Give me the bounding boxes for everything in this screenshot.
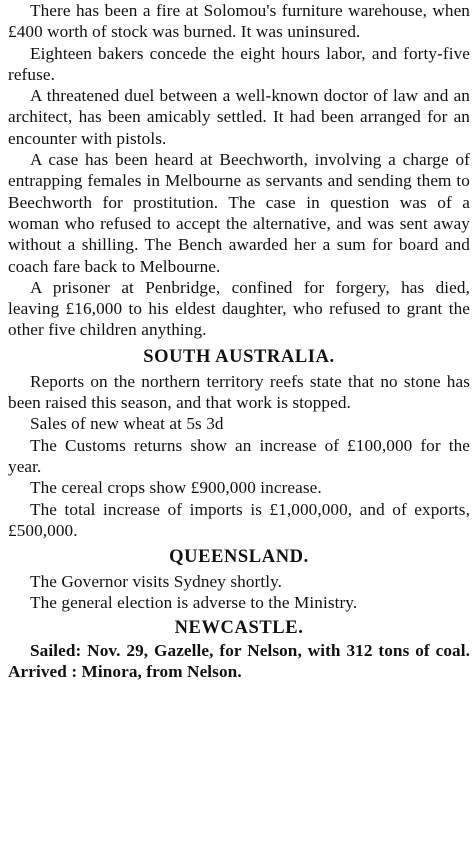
paragraph-reefs: Reports on the northern territory reefs state that no stone has been raised this season, and that work is stopped. <box>8 371 470 413</box>
heading-newcastle: NEWCASTLE. <box>174 617 304 638</box>
paragraph-duel: A threatened duel between a well-known doctor of law and an architect, has been amicably settled. It had been arranged for an encounter with pistols. <box>8 86 470 148</box>
heading-queensland: QUEENSLAND. <box>169 547 309 568</box>
paragraph-election: The general election is adverse to the Ministry. <box>30 593 358 613</box>
paragraph-prisoner: A prisoner at Penbridge, confined for forgery, has died, leaving £16,000 to his eldest daughter, who refused to grant the other five children anything. <box>8 277 470 340</box>
paragraph-bakers: Eighteen bakers concede the eight hours labor, and forty-five refuse. <box>8 43 470 84</box>
paragraph-shipping: Sailed: Nov. 29, Gazelle, for Nelson, with 312 tons of coal. Arrived : Minora, from Nelson. <box>8 640 470 682</box>
paragraph-customs: The Customs returns show an increase of £100,000 for the year. <box>8 435 470 476</box>
paragraph-fire: There has been a fire at Solomou's furniture warehouse, when £400 worth of stock was burned. It was uninsured. <box>8 1 470 42</box>
paragraph-cereal: The cereal crops show £900,000 increase. <box>30 478 322 498</box>
heading-south-australia: SOUTH AUSTRALIA. <box>143 346 335 367</box>
news-text <box>8 0 470 682</box>
paragraph-governor: The Governor visits Sydney shortly. <box>30 572 283 592</box>
paragraph-wheat: Sales of new wheat at 5s 3d <box>30 414 224 434</box>
paragraph-beechworth-case: A case has been heard at Beechworth, involving a charge of entrapping females in Melbourne as servants and sending them to Beechworth for prostitution. The case in question was of a woman who refused to accept the alternative, and was sent away without a shilling. The Bench awarded her a sum for board and coach fare back to Melbourne. <box>8 150 470 276</box>
paragraph-imports: The total increase of imports is £1,000,000, and of exports, £500,000. <box>8 499 470 540</box>
